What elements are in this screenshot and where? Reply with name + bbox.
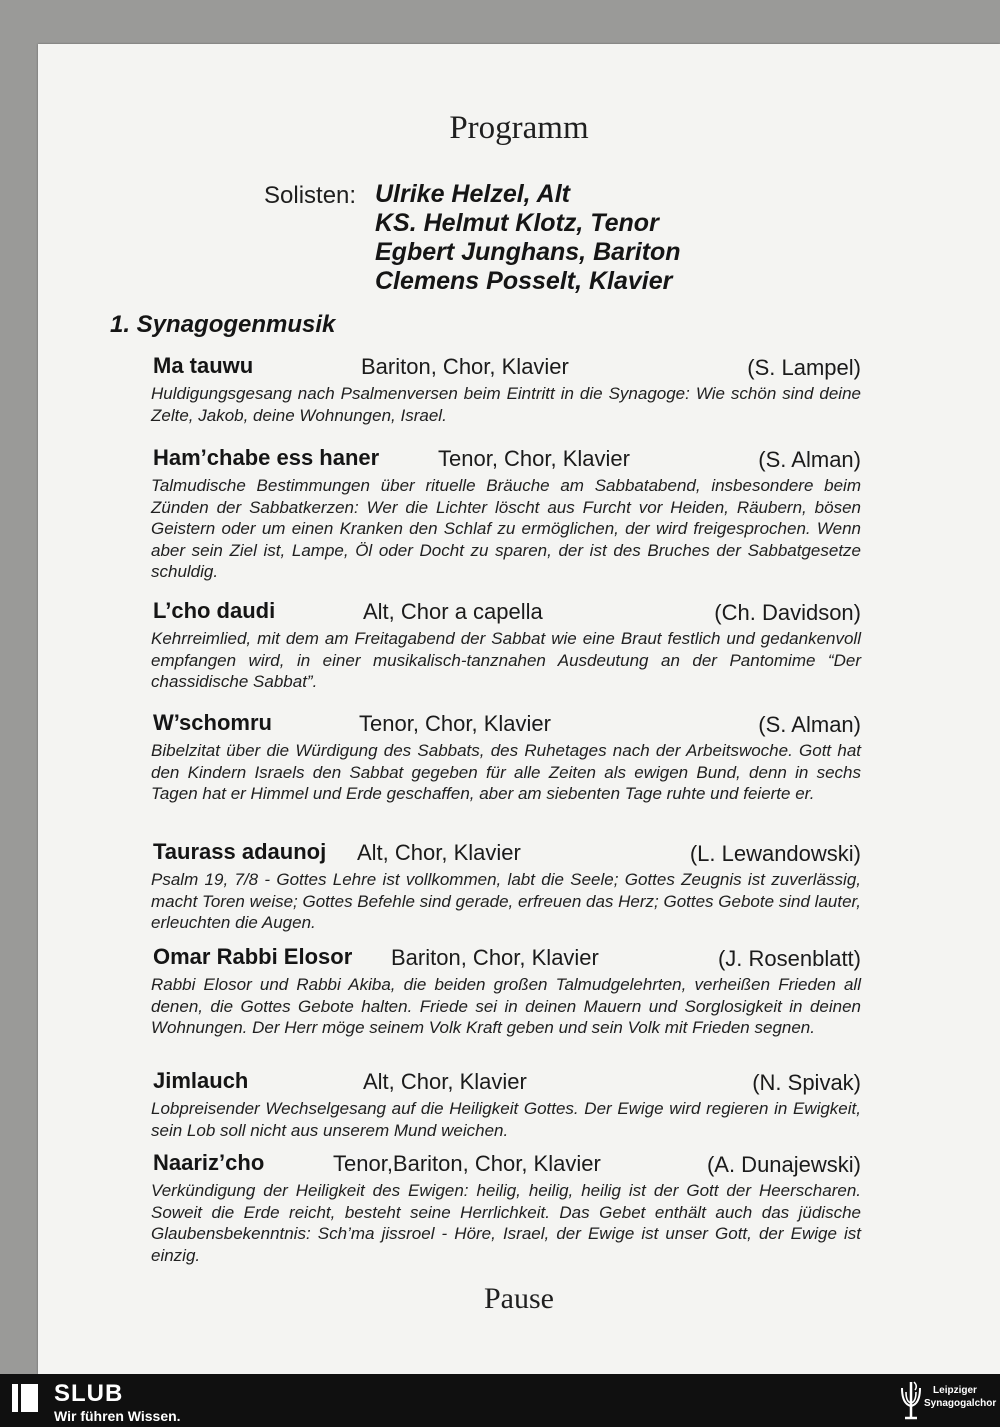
slub-brand[interactable]: SLUB <box>54 1380 124 1407</box>
piece-title: Ham’chabe ess haner <box>153 445 380 470</box>
piece-description: Kehrreimlied, mit dem am Freitagabend der Sabbat wie eine Braut festlich und gedankenvoll empfangen wird, in einer musikalisch-tanznahen Ausdeutung an der Pantomime “Der chassidische Sabbat”. <box>151 629 861 691</box>
program-piece <box>151 598 861 693</box>
choir-name-line: Leipziger <box>933 1385 977 1396</box>
piece-description: Verkündigung der Heiligkeit des Ewigen: heilig, heilig, heilig ist der Gott der Heerscharen. Soweit die Erde reicht, besteht seine Herrlichkeit. Das Gebet enthält auch das jüdische Glaubensbekenntnis: Sch’ma jissroel - Höre, Israel, der Ewige ist unser Gott, der Ewige ist einzig. <box>151 1181 861 1265</box>
menorah-icon <box>896 1378 926 1424</box>
piece-voices: Bariton, Chor, Klavier <box>361 354 569 379</box>
piece-voices: Bariton, Chor, Klavier <box>391 945 599 970</box>
soloist: Ulrike Helzel, Alt <box>375 180 570 208</box>
piece-title: Naariz’cho <box>153 1150 265 1175</box>
program-piece <box>151 353 861 426</box>
piece-title: L’cho daudi <box>153 598 276 623</box>
soloist: Egbert Junghans, Bariton <box>375 238 681 266</box>
slub-icon <box>12 1382 38 1414</box>
piece-title: W’schomru <box>153 710 272 735</box>
piece-composer: (S. Alman) <box>758 712 861 737</box>
soloists-label: Solisten: <box>264 182 357 209</box>
program-piece <box>151 944 861 1039</box>
section-heading: 1. Synagogenmusik <box>110 311 336 338</box>
program-piece <box>151 839 861 934</box>
piece-title: Omar Rabbi Elosor <box>153 944 353 969</box>
program-sheet <box>38 44 1000 1374</box>
piece-voices: Alt, Chor, Klavier <box>357 840 521 865</box>
piece-title: Taurass adaunoj <box>153 839 327 864</box>
program-piece <box>151 1068 861 1141</box>
piece-composer: (N. Spivak) <box>752 1070 861 1095</box>
piece-description: Talmudische Bestimmungen über rituelle Bräuche am Sabbatabend, insbesondere beim Zünden der Sabbatkerzen: Wer die Lichter löscht aus Furcht vor Heiden, Räubern, bösen Geistern oder um einen Kranken den Schlaf zu ermöglichen, der wird freigesprochen. Wenn aber sein Ziel ist, Lampe, Öl oder Docht zu sparen, der ist des Bruches der Sabbatgesetze schuldig. <box>151 476 861 581</box>
piece-description: Bibelzitat über die Würdigung des Sabbats, des Ruhetages nach der Arbeitswoche. Gott hat den Kindern Israels den Sabbat gegeben für alle Zeiten als ewigen Bund, denn in sechs Tagen hat er Himmel und Erde geschaffen, aber am siebenten Tage ruhte und feierte er. <box>151 741 861 803</box>
piece-description: Rabbi Elosor und Rabbi Akiba, die beiden großen Talmudgelehrten, verheißen Frieden all denen, die Gottes Gebote halten. Friede sei in deinen Mauern und Sorglosigkeit in deinen Wohnungen. Der Herr möge seinem Volk Kraft geben und sein Volk mit Frieden segnen. <box>151 975 861 1037</box>
piece-composer: (A. Dunajewski) <box>706 1152 861 1177</box>
piece-title: Ma tauwu <box>153 353 254 378</box>
soloists-list <box>375 180 681 296</box>
piece-description: Huldigungsgesang nach Psalmenversen beim Eintritt in die Synagoge: Wie schön sind deine Zelte, Jakob, deine Wohnungen, Israel. <box>151 384 861 425</box>
slub-tagline: Wir führen Wissen. <box>54 1408 181 1424</box>
piece-description: Psalm 19, 7/8 - Gottes Lehre ist vollkommen, labt die Seele; Gottes Zeugnis ist zuverlässig, macht Toren weise; Gottes Befehle sind gerade, erfreuen das Herz; Gottes Gebote sind lauter, erleuchten die Augen. <box>151 870 861 932</box>
piece-voices: Alt, Chor a capella <box>363 599 543 624</box>
footer-bar <box>0 1374 1000 1427</box>
page-title: Programm <box>449 110 589 146</box>
piece-voices: Alt, Chor, Klavier <box>363 1069 527 1094</box>
piece-description: Lobpreisender Wechselgesang auf die Heiligkeit Gottes. Der Ewige wird regieren in Ewigkeit, sein Lob soll nicht aus unserem Mund weichen. <box>151 1099 861 1140</box>
piece-title: Jimlauch <box>153 1068 249 1093</box>
piece-composer: (Ch. Davidson) <box>714 600 861 625</box>
piece-composer: (S. Lampel) <box>747 355 861 380</box>
program-piece <box>151 445 861 583</box>
program-piece <box>151 710 861 805</box>
soloist: Clemens Posselt, Klavier <box>375 267 673 295</box>
pause-label: Pause <box>484 1282 554 1315</box>
piece-composer: (J. Rosenblatt) <box>717 946 861 971</box>
piece-voices: Tenor,Bariton, Chor, Klavier <box>333 1151 601 1176</box>
program-piece <box>151 1150 861 1266</box>
piece-composer: (S. Alman) <box>758 447 861 472</box>
piece-voices: Tenor, Chor, Klavier <box>359 711 551 736</box>
piece-composer: (L. Lewandowski) <box>689 841 861 866</box>
choir-name-line: Synagogalchor <box>924 1398 997 1409</box>
choir-name <box>924 1384 997 1410</box>
soloist: KS. Helmut Klotz, Tenor <box>375 209 659 237</box>
piece-voices: Tenor, Chor, Klavier <box>438 446 630 471</box>
